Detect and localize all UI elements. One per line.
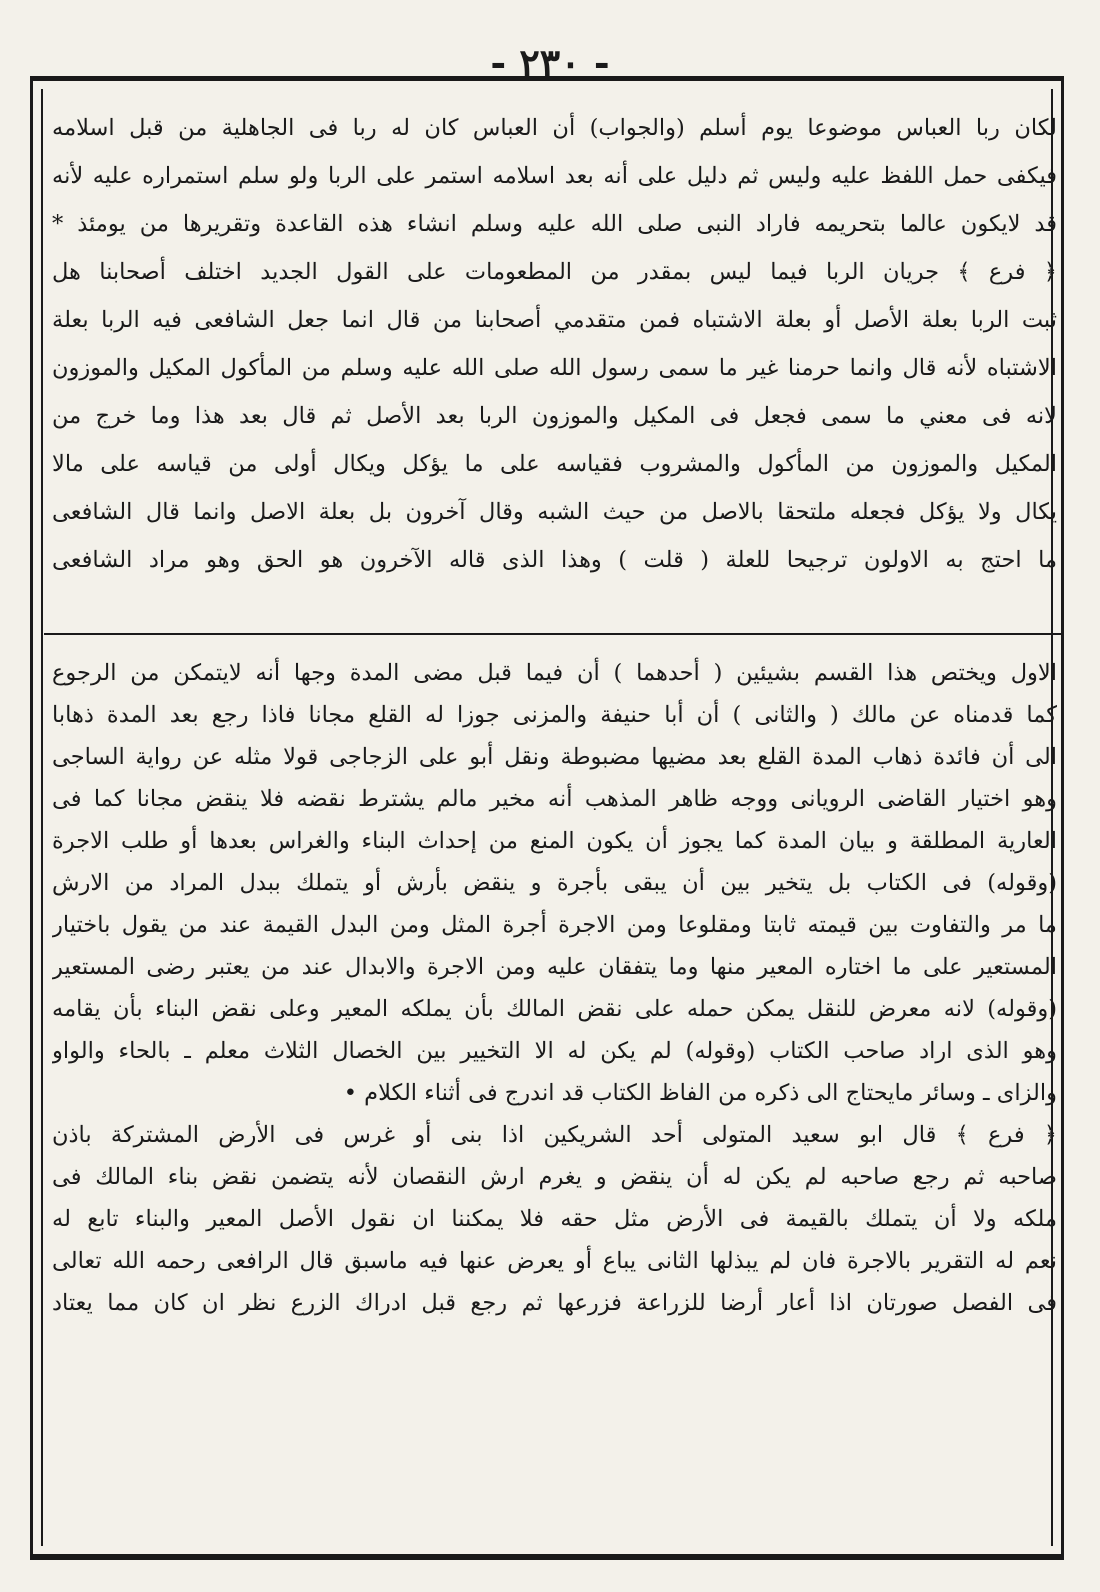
text-line: يكال ولا يؤكل فجعله ملتحقا بالاصل من حيث الشبه وقال آخرون بل بعلة الاصل وانما قال الشافعى [52,499,1057,525]
section-divider [44,633,1061,635]
text-line: لانه فى معني ما سمى فجعل فى المكيل والموزون الربا بعد الأصل ثم قال بعد هذا وما خرج من [52,403,1057,429]
text-line: (وقوله) فى الكتاب بل يتخير بين أن يبقى بأجرة و ينقض بأرش أو يتملك ببدل المراد من الارش [52,870,1057,896]
text-line: فيكفى حمل اللفظ عليه وليس ثم دليل على أنه بعد اسلامه استمر على الربا ولو سلم استمراره عليه لأنه [52,163,1057,189]
text-line: المكيل والموزون من المأكول والمشروب فقياسه على ما يؤكل ويكال أولى من قياسه على مالا [52,451,1057,477]
text-line: (وقوله) لانه معرض للنقل يمكن حمله على نقض المالك بأن يملكه المعير وعلى نقض البناء بأن يقامه [52,996,1057,1022]
text-line: ملكه ولا أن يتملك بالقيمة فى الأرض مثل حقه فلا يمكننا ان نقول الأصل المعير والبناء تابع له [52,1206,1057,1232]
lower-text-block [52,652,1057,1324]
text-line: صاحبه ثم رجع صاحبه لم يكن له أن ينقض و يغرم ارش النقصان لأنه يتضمن نقض بناء المالك فى [52,1164,1057,1190]
text-line: وهو الذى اراد صاحب الكتاب (وقوله) لم يكن له الا التخيير بين الخصال الثلاث معلم ـ بالحاء والواو [52,1038,1057,1064]
text-line: فى الفصل صورتان اذا أعار أرضا للزراعة فزرعها ثم رجع قبل ادراك الزرع نظر ان كان مما يعتاد [52,1290,1057,1316]
text-line: لكان ربا العباس موضوعا يوم أسلم (والجواب) أن العباس كان له ربا فى الجاهلية من قبل اسلامه [52,115,1057,141]
upper-text-block [52,104,1057,584]
text-line: قد لايكون عالما بتحريمه فاراد النبى صلى الله عليه وسلم انشاء هذه القاعدة وتقريرها من يومئذ * [52,211,1057,237]
text-line: ما احتج به الاولون ترجيحا للعلة ( قلت ) وهذا الذى قاله الآخرون هو الحق وهو مراد الشافعى [52,547,1057,573]
text-line: نعم له التقرير بالاجرة فان لم يبذلها الثانى يباع أو يعرض عنها فيه ماسبق قال الرافعى رحمه الله تعالى [52,1248,1057,1274]
text-line: الى أن فائدة ذهاب المدة القلع بعد مضيها مضبوطة ونقل أبو على الزجاجى قولا مثله عن رواية الساجى [52,744,1057,770]
text-line: وهو اختيار القاضى الرويانى ووجه ظاهر المذهب أنه مخير مالم يشترط نقضه فلا ينقض مجانا كما فى [52,786,1057,812]
text-line: والزاى ـ وسائر مايحتاج الى ذكره من الفاظ الكتاب قد اندرج فى أثناء الكلام • [343,1080,1057,1106]
text-line: ما مر والتفاوت بين قيمته ثابتا ومقلوعا ومن الاجرة أجرة المثل ومن البدل القيمة عند من يقول باختيار [52,912,1057,938]
text-line: ﴿ فرع ﴾ قال ابو سعيد المتولى أحد الشريكين اذا بنى أو غرس فى الأرض المشتركة باذن [52,1122,1057,1148]
text-line: الاشتباه لأنه قال وانما حرمنا غير ما سمى رسول الله صلى الله عليه وسلم من المأكول المكيل والموزون [52,355,1057,381]
text-line: الاول ويختص هذا القسم بشيئين ( أحدهما ) أن فيما قبل مضى المدة وجها أنه لايتمكن من الرجوع [52,660,1057,686]
text-line: ﴿ فرع ﴾ جريان الربا فيما ليس بمقدر من المطعومات على القول الجديد اختلف أصحابنا هل [52,259,1057,285]
text-line: العارية المطلقة و بيان المدة كما يجوز أن يكون المنع من إحداث البناء والغراس بعدها أو طلب الاجرة [52,828,1057,854]
text-line: المستعير على ما اختاره المعير منها وما يتفقان عليه ومن الاجرة والابدال عند من يعتبر رضى المستعير [52,954,1057,980]
text-line: ثبت الربا بعلة الأصل أو بعلة الاشتباه فمن متقدمي أصحابنا من قال انما جعل الشافعى فيه الربا بعلة [52,307,1057,333]
page-number: - ٢٣٠ - [490,40,610,85]
text-line: كما قدمناه عن مالك ( والثانى ) أن أبا حنيفة والمزنى جوزا له القلع مجانا فاذا رجع بعد المدة ذهابا [52,702,1057,728]
